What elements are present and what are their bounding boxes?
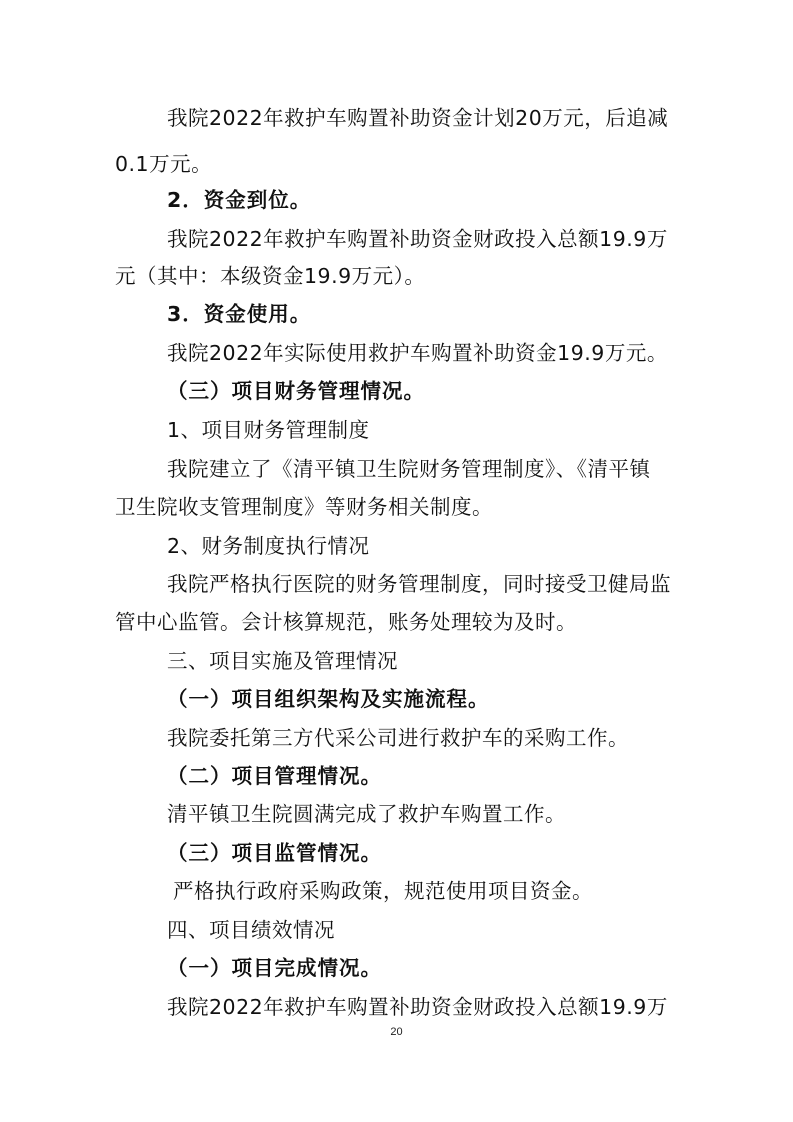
paragraph-line: 我院委托第三方代采公司进行救护车的采购工作。 [167, 726, 629, 750]
subsection-heading: 2、财务制度执行情况 [167, 534, 370, 558]
section-heading: （一）项目完成情况。 [167, 956, 382, 980]
subsection-heading: 1、项目财务管理制度 [167, 418, 370, 442]
section-heading: （三）项目财务管理情况。 [167, 379, 425, 403]
section-heading: （一）项目组织架构及实施流程。 [167, 687, 490, 711]
paragraph-line: 卫生院收支管理制度》等财务相关制度。 [115, 495, 493, 519]
paragraph-line: 我院建立了《清平镇卫生院财务管理制度》、《清平镇 [167, 457, 651, 481]
chapter-heading: 四、项目绩效情况 [167, 918, 335, 942]
paragraph-line: 元（其中：本级资金19.9万元）。 [115, 264, 426, 288]
section-heading: （三）项目监管情况。 [167, 841, 382, 865]
paragraph-line: 严格执行政府采购政策，规范使用项目资金。 [173, 879, 593, 903]
paragraph-line: 我院2022年救护车购置补助资金财政投入总额19.9万 [167, 227, 668, 251]
chapter-heading: 三、项目实施及管理情况 [167, 649, 398, 673]
section-heading: 3．资金使用。 [167, 302, 312, 326]
paragraph-line: 我院2022年救护车购置补助资金财政投入总额19.9万 [167, 995, 668, 1019]
paragraph-line: 0.1万元。 [115, 152, 213, 176]
paragraph-line: 我院2022年救护车购置补助资金计划20万元，后追减 [167, 106, 669, 130]
paragraph-line: 清平镇卫生院圆满完成了救护车购置工作。 [167, 802, 566, 826]
section-heading: （二）项目管理情况。 [167, 764, 382, 788]
page-number: 20 [390, 1026, 403, 1038]
section-heading: 2．资金到位。 [167, 188, 312, 212]
paragraph-line: 我院严格执行医院的财务管理制度，同时接受卫健局监 [167, 572, 671, 596]
paragraph-line: 管中心监管。会计核算规范，账务处理较为及时。 [115, 610, 577, 634]
paragraph-line: 我院2022年实际使用救护车购置补助资金19.9万元。 [167, 341, 668, 365]
